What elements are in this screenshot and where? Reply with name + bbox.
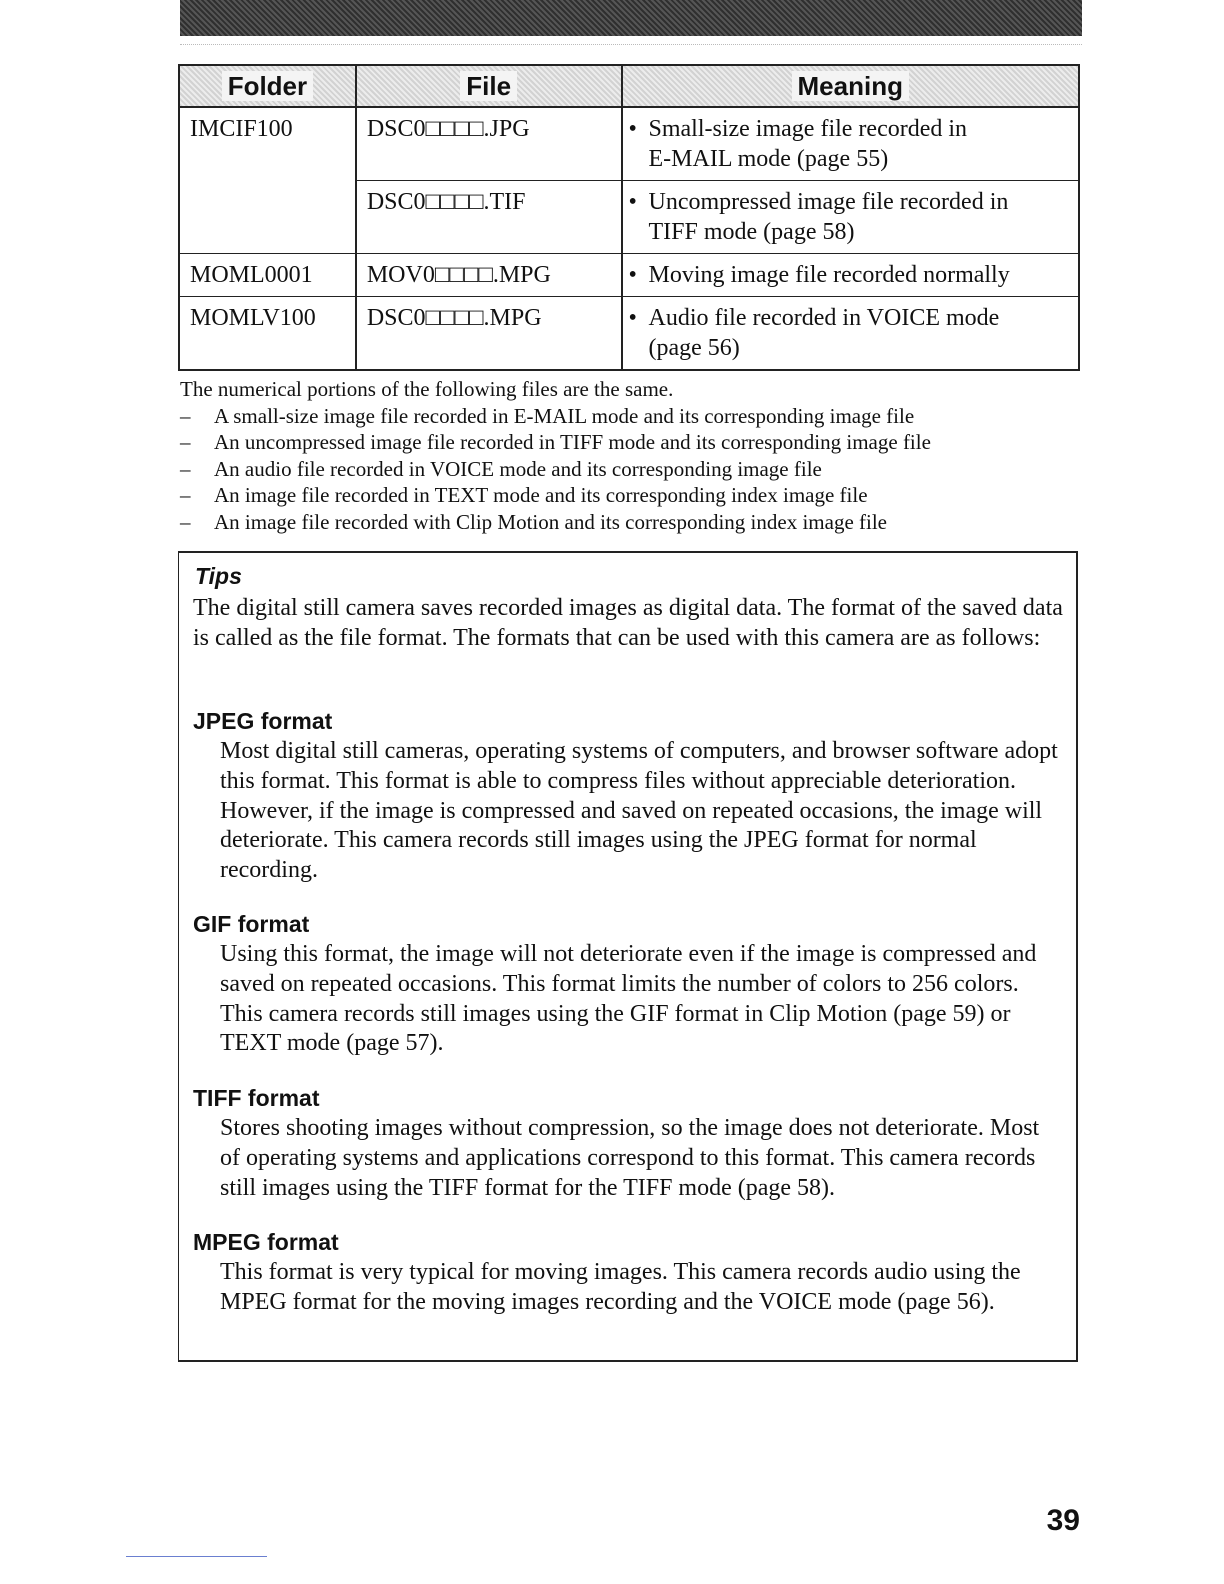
list-item: – An image file recorded with Clip Motion and its corresponding index image file [180,509,888,534]
bullet-icon: • [628,305,637,331]
format-text: Stores shooting images without compression, so the image does not deteriorate. Most of operating systems and applications correspond to this format. This camera records still images using the TIFF format for the TIFF mode (page 58). [220,1115,1040,1201]
notes-intro: The numerical portions of the following files are the same. [180,377,674,401]
tips-intro: The digital still camera saves recorded images as digital data. The format of the saved data is called as the file format. The formats that can be used with this camera are as follows: [193,595,1063,651]
format-heading: JPEG format [193,708,333,734]
file-cell: DSC0□□□□.JPG [356,107,622,181]
format-heading: TIFF format [193,1085,320,1111]
file-cell: DSC0□□□□.MPG [356,297,622,371]
header-file: File [356,65,622,107]
folder-cell: MOMLV100 [179,297,356,371]
bullet-icon: • [628,189,637,215]
tips-title: Tips [195,563,242,589]
meaning-cell: • Audio file recorded in VOICE mode (page 56) [622,297,1080,371]
format-heading: GIF format [193,911,310,937]
list-item: – A small-size image file recorded in E-MAIL mode and its corresponding image file [180,403,915,428]
table-row [179,107,1079,181]
notes-section [180,376,1080,535]
footer-line [126,1556,267,1557]
file-cell: MOV0□□□□.MPG [356,254,622,297]
header-bar [180,0,1082,36]
format-text: Most digital still cameras, operating systems of computers, and browser software adopt this format. This format is able to compress files without appreciable deterioration. However, if the image is compressed and saved on repeated occasions, the image will deteriorate. This camera records still images using the JPEG format for normal recording. [220,738,1058,884]
list-item: – An audio file recorded in VOICE mode and its corresponding image file [180,456,822,481]
list-item: – An uncompressed image file recorded in TIFF mode and its corresponding image file [180,430,931,454]
list-item: – An image file recorded in TEXT mode and its corresponding index image file [180,483,868,507]
format-heading: MPEG format [193,1229,339,1255]
format-text: Using this format, the image will not deteriorate even if the image is compressed and saved on repeated occasions. This format limits the number of colors to 256 colors. This camera records still images using the GIF format in Clip Motion (page 59) or TEXT mode (page 57). [220,941,1037,1057]
folder-cell: IMCIF100 [179,107,356,254]
meaning-cell: • Uncompressed image file recorded in TIFF mode (page 58) [622,181,1080,254]
folder-cell: MOML0001 [179,254,356,297]
table-header-row [179,65,1079,107]
table-row [179,297,1079,371]
tips-box [178,551,1078,1362]
format-gif [193,910,1063,1059]
file-table [178,64,1080,371]
format-jpeg [193,707,1063,886]
table-row [179,254,1079,297]
page-number: 39 [1046,1504,1080,1537]
meaning-cell: • Moving image file recorded normally [622,254,1080,297]
format-text: This format is very typical for moving images. This camera records audio using the MPEG format for the moving images recording and the VOICE mode (page 56). [220,1259,1021,1315]
header-meaning: Meaning [622,65,1080,107]
meaning-cell: • Small-size image file recorded in E-MAIL mode (page 55) [622,107,1080,181]
bullet-icon: • [628,262,637,288]
divider [180,44,1082,45]
header-folder: Folder [179,65,356,107]
bullet-icon: • [628,116,637,142]
file-cell: DSC0□□□□.TIF [356,181,622,254]
format-tiff [193,1084,1063,1203]
format-mpeg [193,1228,1063,1318]
